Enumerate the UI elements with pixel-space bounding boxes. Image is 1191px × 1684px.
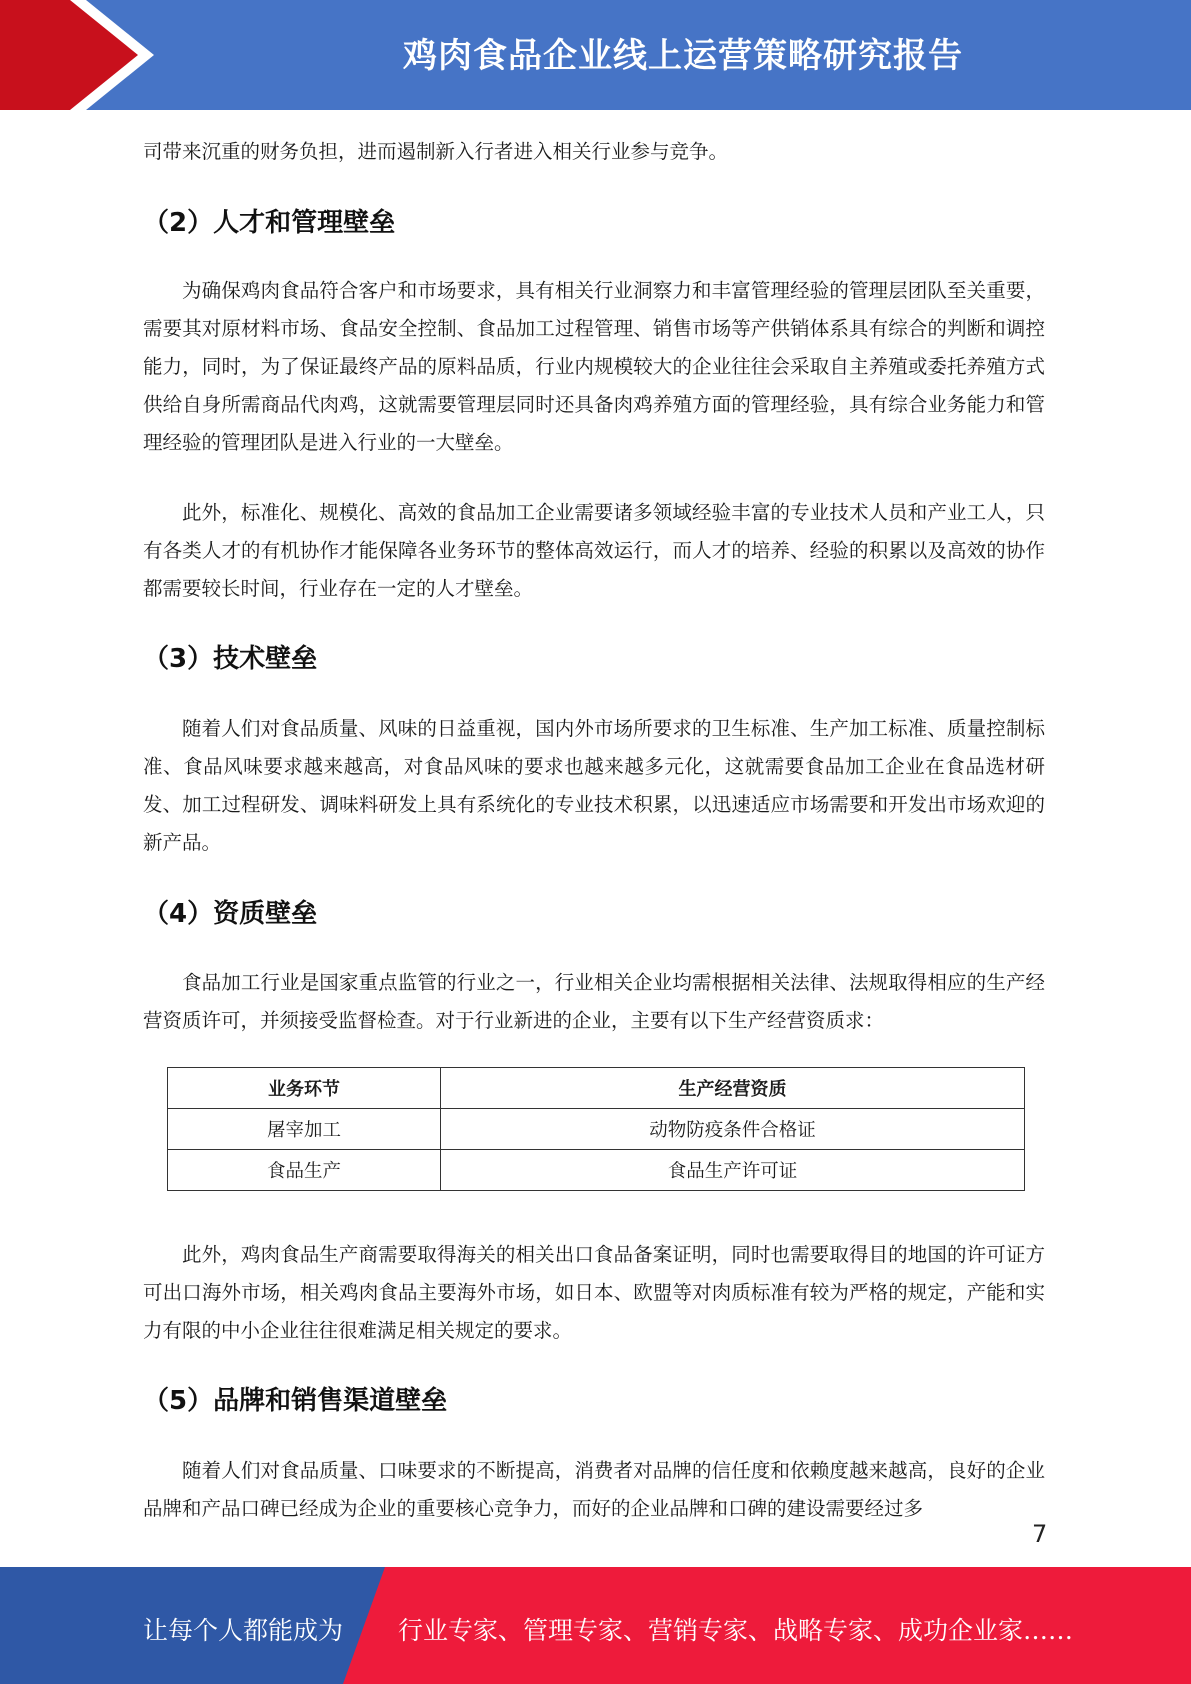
- table-cell: 食品生产: [168, 1150, 441, 1191]
- table-header-row: [168, 1068, 1025, 1109]
- paragraph-talent-management-1: 为确保鸡肉食品符合客户和市场要求，具有相关行业洞察力和丰富管理经验的管理层团队至关重要，需要其对原材料市场、食品安全控制、食品加工过程管理、销售市场等产供销体系具有综合的判断和调控能力，同时，为了保证最终产品的原料品质，行业内规模较大的企业往往会采取自主养殖或委托养殖方式供给自身所需商品代肉鸡，这就需要管理层同时还具备肉鸡养殖方面的管理经验，具有综合业务能力和管理经验的管理团队是进入行业的一大壁垒。: [143, 279, 1045, 454]
- footer-slogan-right: 行业专家、管理专家、营销专家、战略专家、成功企业家……: [398, 1616, 1074, 1645]
- table-cell: 动物防疫条件合格证: [441, 1109, 1025, 1150]
- footer-slogan-left: 让每个人都能成为: [143, 1616, 344, 1645]
- table-row: [168, 1109, 1025, 1150]
- table-cell: 屠宰加工: [168, 1109, 441, 1150]
- section-heading-brand-channel: （5）品牌和销售渠道壁垒: [143, 1386, 448, 1416]
- header-bar: [0, 0, 1191, 110]
- paragraph-talent-management-2: 此外，标准化、规模化、高效的食品加工企业需要诸多领域经验丰富的专业技术人员和产业工人，只有各类人才的有机协作才能保障各业务环节的整体高效运行，而人才的培养、经验的积累以及高效的协作都需要较长时间，行业存在一定的人才壁垒。: [143, 501, 1045, 600]
- table-header-cell: 生产经营资质: [441, 1068, 1025, 1109]
- table-row: [168, 1150, 1025, 1191]
- qualification-table: [167, 1067, 1025, 1191]
- paragraph-export-certification: 此外，鸡肉食品生产商需要取得海关的相关出口食品备案证明，同时也需要取得目的地国的许可证方可出口海外市场，相关鸡肉食品主要海外市场，如日本、欧盟等对肉质标准有较为严格的规定，产能和实力有限的中小企业往往很难满足相关规定的要求。: [143, 1243, 1045, 1342]
- section-heading-qualification: （4）资质壁垒: [143, 899, 318, 929]
- paragraph-technology: 随着人们对食品质量、风味的日益重视，国内外市场所要求的卫生标准、生产加工标准、质量控制标准、食品风味要求越来越高，对食品风味的要求也越来越多元化，这就需要食品加工企业在食品选材研发、加工过程研发、调味料研发上具有系统化的专业技术积累，以迅速适应市场需要和开发出市场欢迎的新产品。: [143, 717, 1045, 854]
- table-cell: 食品生产许可证: [441, 1150, 1025, 1191]
- paragraph-brand-channel: 随着人们对食品质量、口味要求的不断提高，消费者对品牌的信任度和依赖度越来越高，良好的企业品牌和产品口碑已经成为企业的重要核心竞争力，而好的企业品牌和口碑的建设需要经过多: [143, 1459, 1045, 1520]
- table-header-cell: 业务环节: [168, 1068, 441, 1109]
- section-heading-technology: （3）技术壁垒: [143, 644, 318, 674]
- section-heading-talent-management: （2）人才和管理壁垒: [143, 208, 396, 238]
- paragraph-continuation: 司带来沉重的财务负担，进而遏制新入行者进入相关行业参与竞争。: [143, 140, 729, 163]
- header-arrow-decoration: [0, 0, 200, 110]
- paragraph-qualification: 食品加工行业是国家重点监管的行业之一，行业相关企业均需根据相关法律、法规取得相应的生产经营资质许可，并须接受监督检查。对于行业新进的企业，主要有以下生产经营资质求：: [143, 971, 1045, 1032]
- report-title: 鸡肉食品企业线上运营策略研究报告: [403, 36, 963, 76]
- page-number: 7: [1032, 1520, 1048, 1548]
